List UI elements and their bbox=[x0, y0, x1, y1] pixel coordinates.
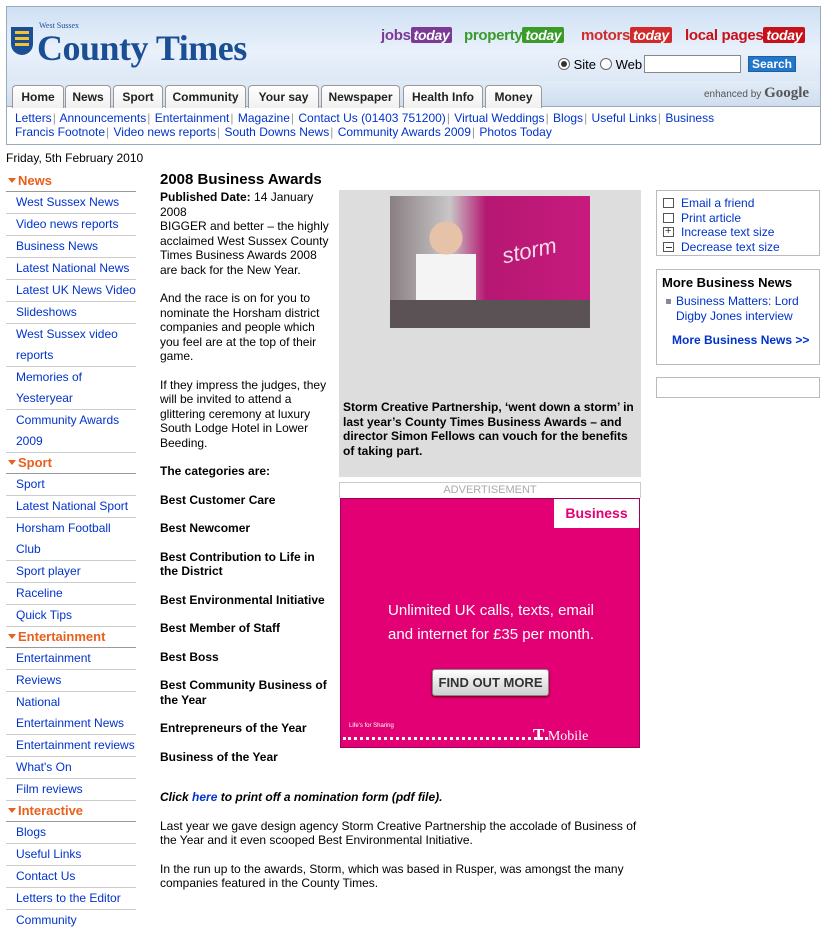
minus-icon bbox=[663, 242, 674, 252]
storm-logo-text: storm bbox=[499, 232, 559, 269]
empty-panel bbox=[656, 377, 820, 398]
photo-box bbox=[339, 190, 641, 477]
tmobile-logo bbox=[533, 725, 588, 745]
nav-item[interactable]: Useful Links bbox=[6, 844, 136, 866]
left-navigation bbox=[6, 171, 136, 931]
sublink-photos-today[interactable]: Photos Today bbox=[479, 125, 552, 139]
nav-item[interactable]: Sport player bbox=[6, 561, 136, 583]
logo-subtitle: West Sussex bbox=[39, 21, 80, 30]
sublink-virtual-weddings[interactable]: Virtual Weddings bbox=[454, 111, 545, 125]
paragraph: Last year we gave design agency Storm Creative Partnership the accolade of Business of the Year and it even scooped Best Environmental Initiative. bbox=[160, 818, 637, 847]
nav-item[interactable]: reports bbox=[6, 345, 136, 367]
nav-item[interactable]: National bbox=[16, 695, 61, 709]
sublink-video-news-reports[interactable]: Video news reports bbox=[113, 125, 217, 139]
more-business-link[interactable]: More Business News >> bbox=[672, 333, 810, 347]
categories-intro: The categories are: bbox=[160, 464, 271, 478]
nav-item[interactable]: Sport bbox=[6, 474, 136, 496]
radio-site-label: Site bbox=[573, 57, 597, 72]
nav-item[interactable]: Video news reports bbox=[6, 214, 136, 236]
nav-item[interactable]: Club bbox=[6, 539, 136, 561]
more-business-title: More Business News bbox=[662, 275, 793, 290]
nav-heading-interactive[interactable]: Interactive bbox=[6, 801, 136, 822]
tab-health-info[interactable]: Health Info bbox=[403, 85, 483, 108]
click-pre: Click bbox=[160, 790, 189, 804]
increase-text-link[interactable] bbox=[663, 225, 819, 240]
tab-sport[interactable]: Sport bbox=[113, 85, 163, 108]
crest-icon bbox=[11, 27, 33, 55]
nav-item[interactable]: Business News bbox=[6, 236, 136, 258]
nav-item[interactable]: West Sussex video bbox=[16, 327, 118, 341]
paragraph: In the run up to the awards, Storm, which was based in Rusper, was amongst the many companies featured in the County Times. bbox=[160, 861, 624, 890]
sublink-francis-footnote[interactable]: Francis Footnote bbox=[15, 125, 106, 139]
tmobile-mobile: Mobile bbox=[547, 729, 589, 744]
nav-item[interactable]: Quick Tips bbox=[6, 605, 136, 627]
published-date bbox=[160, 190, 332, 277]
nomination-form-link[interactable]: here bbox=[192, 790, 218, 804]
radio-web[interactable] bbox=[600, 58, 612, 70]
category-item: Business of the Year bbox=[160, 749, 278, 764]
nav-item[interactable]: Yesteryear bbox=[6, 388, 136, 410]
search-button[interactable]: Search bbox=[748, 56, 796, 72]
sub-navigation: Letters| Announcements| Entertainment| Magazine| Contact Us (01403 751200)| Virtual Weddings| Blogs| Useful Links| Business Francis Footnote| Video news reports| South Downs News| Community Awards 2009| Photos Today bbox=[7, 108, 820, 144]
print-article-link[interactable] bbox=[663, 211, 819, 226]
current-date: Friday, 5th February 2010 bbox=[6, 151, 144, 165]
category-item: Best Community Business of the Year bbox=[160, 678, 327, 707]
category-item: Best Environmental Initiative bbox=[160, 592, 325, 607]
nav-item[interactable]: Reviews bbox=[6, 670, 136, 692]
site-header bbox=[6, 6, 821, 145]
category-item: Best Contribution to Life in the District bbox=[160, 549, 315, 578]
nav-heading-news[interactable]: News bbox=[6, 171, 136, 192]
nav-item[interactable]: Community Awards bbox=[16, 413, 120, 427]
nav-item[interactable]: Blogs bbox=[6, 822, 136, 844]
nav-item[interactable]: Memories of bbox=[16, 370, 83, 384]
nav-item[interactable]: What's On bbox=[6, 757, 136, 779]
ad-dots bbox=[343, 737, 548, 740]
tmobile-advert[interactable] bbox=[340, 498, 640, 748]
ad-copy bbox=[341, 599, 641, 647]
envelope-icon bbox=[663, 198, 674, 208]
nav-item[interactable]: West Sussex News bbox=[6, 192, 136, 214]
tool-label: Email a friend bbox=[681, 196, 755, 210]
photo-desk bbox=[390, 300, 590, 328]
tmobile-t: T bbox=[533, 725, 545, 744]
main-tabs bbox=[7, 81, 820, 107]
nav-heading-sport[interactable]: Sport bbox=[6, 453, 136, 474]
sublink-announcements[interactable]: Announcements bbox=[59, 111, 147, 125]
category-item: Entrepreneurs of the Year bbox=[160, 721, 307, 735]
ad-tagline: Life's for Sharing bbox=[349, 723, 394, 729]
nomination-form-line bbox=[160, 790, 650, 805]
ad-copy-line: and internet for £35 per month. bbox=[388, 626, 594, 643]
banner bbox=[7, 7, 820, 81]
tab-your-say[interactable]: Your say bbox=[248, 85, 319, 108]
paragraph: And the race is on for you to nominate the Horsham district companies and people which you feel are at the top of their game. bbox=[160, 291, 320, 363]
tab-money[interactable]: Money bbox=[485, 85, 542, 108]
nav-heading-entertainment[interactable]: Entertainment bbox=[6, 627, 136, 648]
tool-label: Decrease text size bbox=[681, 239, 780, 254]
sublink-letters[interactable]: Letters bbox=[15, 111, 52, 125]
search-option-web[interactable] bbox=[600, 57, 642, 72]
localpagestoday-link[interactable]: local pages today bbox=[685, 27, 805, 44]
category-item: Best Customer Care bbox=[160, 492, 276, 507]
tab-news[interactable]: News bbox=[65, 85, 111, 108]
find-out-more-button[interactable]: FIND OUT MORE bbox=[432, 669, 549, 696]
nav-item[interactable]: Horsham Football bbox=[16, 521, 111, 535]
radio-web-label: Web bbox=[615, 57, 643, 72]
category-item: Best Boss bbox=[160, 649, 219, 664]
tool-label: Print article bbox=[681, 210, 742, 225]
advertisement-label: ADVERTISEMENT bbox=[339, 482, 641, 498]
sublink-entertainment[interactable]: Entertainment bbox=[154, 111, 230, 125]
article bbox=[160, 171, 640, 890]
tab-community[interactable]: Community bbox=[165, 85, 246, 108]
ad-copy-line: Unlimited UK calls, texts, email bbox=[388, 602, 594, 619]
nav-item[interactable]: Letters to the Editor bbox=[6, 888, 136, 910]
article-text-full bbox=[160, 790, 650, 905]
sublink-south-downs-news[interactable]: South Downs News bbox=[224, 125, 330, 139]
tool-label: Increase text size bbox=[681, 225, 775, 239]
sublink-useful-links[interactable]: Useful Links bbox=[591, 111, 657, 125]
category-item: Best Member of Staff bbox=[160, 621, 281, 635]
published-label: Published Date: bbox=[160, 190, 251, 204]
google-enhanced bbox=[704, 85, 809, 102]
sublink-business[interactable]: Business bbox=[665, 111, 715, 125]
nav-item[interactable]: Raceline bbox=[6, 583, 136, 605]
ad-brand: Business bbox=[554, 499, 639, 528]
article-text-column bbox=[160, 190, 332, 778]
business-news-item[interactable]: Business Matters: Lord Digby Jones interview bbox=[662, 294, 819, 323]
jobstoday-link[interactable]: jobs today bbox=[381, 27, 452, 44]
logo-title: County Times bbox=[37, 28, 247, 68]
nav-item[interactable]: Entertainment bbox=[6, 648, 136, 670]
enhanced-by-label: enhanced by bbox=[704, 89, 762, 100]
nav-item[interactable]: Entertainment News bbox=[6, 713, 136, 735]
article-photo[interactable] bbox=[390, 196, 590, 328]
google-logo: Google bbox=[764, 85, 810, 101]
paragraph: BIGGER and better – the highly acclaimed West Sussex County Times Business Awards 2008 are back for the New Year. bbox=[160, 219, 329, 277]
tab-newspaper[interactable]: Newspaper bbox=[321, 85, 400, 108]
plus-icon bbox=[663, 227, 674, 237]
sublink-community-awards[interactable]: Community Awards 2009 bbox=[337, 125, 471, 139]
article-tools bbox=[656, 190, 820, 256]
sublink-magazine[interactable]: Magazine bbox=[237, 111, 290, 125]
nav-item[interactable]: Latest National Sport bbox=[6, 496, 136, 518]
email-friend-link[interactable] bbox=[663, 196, 819, 211]
radio-site[interactable] bbox=[558, 58, 570, 70]
sublink-contact-us[interactable]: Contact Us (01403 751200) bbox=[298, 111, 446, 125]
more-business-news bbox=[656, 269, 820, 365]
nav-item[interactable]: 2009 bbox=[6, 431, 136, 453]
tab-home[interactable]: Home bbox=[12, 85, 64, 108]
category-item: Best Newcomer bbox=[160, 521, 251, 535]
article-title: 2008 Business Awards bbox=[160, 171, 322, 188]
sublink-blogs[interactable]: Blogs bbox=[553, 111, 584, 125]
click-post: to print off a nomination form (pdf file). bbox=[220, 790, 443, 804]
published-value: 14 January 2008 bbox=[160, 190, 314, 219]
motorstoday-link[interactable]: motors today bbox=[581, 27, 672, 44]
print-icon bbox=[663, 213, 674, 223]
nav-item[interactable]: Slideshows bbox=[6, 302, 136, 324]
search-input[interactable] bbox=[644, 55, 741, 73]
paragraph: If they impress the judges, they will be invited to attend a glittering ceremony at luxury South Lodge Hotel in Lower Beeding. bbox=[160, 377, 327, 450]
photo-caption: Storm Creative Partnership, ‘went down a storm’ in last year’s County Times Business Awards – and director Simon Fellows can vouch for the benefits of taking part. bbox=[343, 400, 634, 458]
nav-item[interactable]: Latest UK News Video bbox=[6, 280, 136, 302]
nav-item[interactable]: Community bbox=[16, 913, 77, 927]
nav-item[interactable]: Contact Us bbox=[6, 866, 136, 888]
decrease-text-link[interactable] bbox=[663, 240, 819, 255]
nav-item[interactable]: Entertainment reviews bbox=[6, 735, 136, 757]
search-option-site[interactable] bbox=[558, 57, 596, 72]
nav-item[interactable]: Latest National News bbox=[6, 258, 136, 280]
propertytoday-link[interactable]: property today bbox=[464, 27, 564, 44]
nav-item[interactable]: Film reviews bbox=[6, 779, 136, 801]
